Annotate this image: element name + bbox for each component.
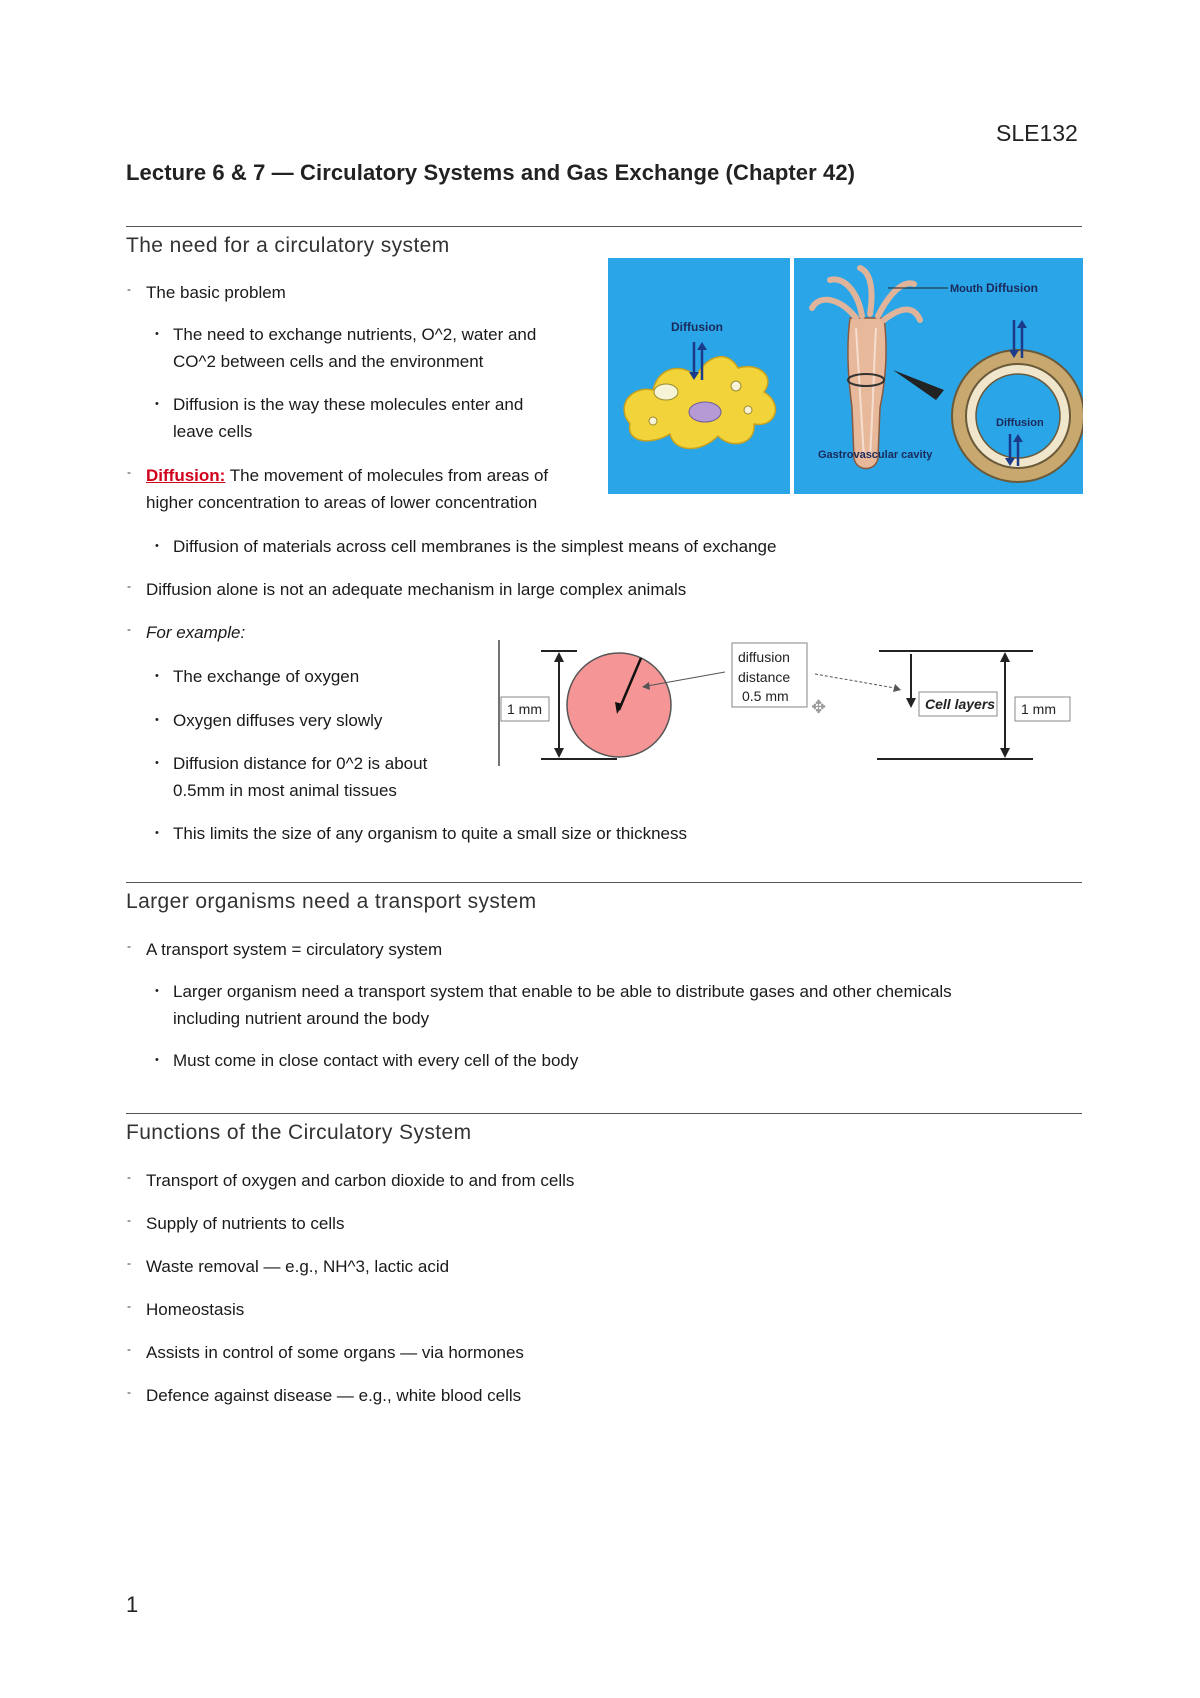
list-item: The need to exchange nutrients, O^2, water and [173,325,537,344]
list-item: The exchange of oxygen [173,667,360,686]
arrowhead [906,698,916,708]
course-code: SLE132 [996,120,1078,146]
list-item: Larger organism need a transport system that enable to be able to distribute gases and other chemicals [173,982,952,1001]
function-item: Assists in control of some organs — via hormones [146,1343,524,1362]
arrowhead [1000,748,1010,758]
list-item: Oxygen diffuses very slowly [173,711,383,730]
right-mm-label: 1 mm [1021,701,1056,717]
section-heading-functions: Functions of the Circulatory System [126,1121,472,1144]
list-item-continued: including nutrient around the body [173,1009,430,1028]
function-item: Homeostasis [146,1300,245,1319]
diffusion-distance-diagram [497,640,1082,770]
diffusion-illustration [608,258,1083,494]
list-item: This limits the size of any organism to quite a small size or thickness [173,824,687,843]
function-item: Transport of oxygen and carbon dioxide to and from cells [146,1171,575,1190]
amoeba-vacuole [731,381,741,391]
section-divider [126,226,1082,227]
arrowhead [554,748,564,758]
list-item-continued: leave cells [173,422,253,441]
list-item: Diffusion alone is not an adequate mechanism in large complex animals [146,580,687,599]
list-item: Diffusion distance for 0^2 is about [173,754,428,773]
cell-layers-label: Cell layers [925,696,996,712]
section-divider [126,1113,1082,1114]
box-line-1: diffusion [738,649,790,665]
dash-marker: - [127,1256,131,1270]
dash-marker: - [127,1342,131,1356]
top-diffusion-label: Diffusion [986,281,1038,295]
bullet-marker: • [155,757,159,769]
pointer-line [815,674,895,688]
page-number: 1 [126,1592,139,1617]
list-item: Diffusion is the way these molecules enter and [173,395,524,414]
bullet-marker: • [155,827,159,839]
bullet-marker: • [155,670,159,682]
section-heading-transport: Larger organisms need a transport system [126,890,537,913]
amoeba-vacuole [654,384,678,400]
section-heading-need: The need for a circulatory system [126,234,450,257]
arrowhead [893,684,901,692]
amoeba-vacuole [744,406,752,414]
bullet-marker: • [155,328,159,340]
bullet-marker: • [155,714,159,726]
diffusion-definition: The movement of molecules from areas of [225,466,549,485]
list-item: Must come in close contact with every cell of the body [173,1051,579,1070]
bullet-marker: • [155,985,159,997]
arrowhead [554,652,564,662]
arrowhead [1000,652,1010,662]
dash-marker: - [127,1299,131,1313]
diffusion-term: Diffusion: [146,466,226,485]
bullet-marker: • [155,540,159,552]
dash-marker: - [127,1213,131,1227]
function-item: Supply of nutrients to cells [146,1214,345,1233]
function-item: Defence against disease — e.g., white blood cells [146,1386,522,1405]
list-item-continued: higher concentration to areas of lower concentration [146,493,538,512]
dash-marker: - [127,939,131,953]
list-item: Diffusion of materials across cell membranes is the simplest means of exchange [173,537,777,556]
list-item: A transport system = circulatory system [146,940,443,959]
dash-marker: - [127,622,131,636]
gastrovascular-label: Gastrovascular cavity [818,449,933,461]
dash-marker: - [127,1170,131,1184]
bullet-marker: • [155,398,159,410]
box-line-2: distance [738,669,791,685]
ring-diffusion-label: Diffusion [996,417,1044,429]
dash-marker: - [127,579,131,593]
function-item: Waste removal — e.g., NH^3, lactic acid [146,1257,450,1276]
list-item: The basic problem [146,283,286,302]
list-item-continued: 0.5mm in most animal tissues [173,781,397,800]
left-mm-label: 1 mm [507,701,542,717]
list-item: For example: [146,623,246,642]
dash-marker: - [127,1385,131,1399]
mouth-label: Mouth [950,283,983,295]
amoeba-diffusion-label: Diffusion [671,320,723,334]
definition-diffusion [146,462,548,489]
list-item-continued: CO^2 between cells and the environment [173,352,484,371]
move-handle-icon: ✥ [811,697,827,718]
box-line-3: 0.5 mm [742,688,789,704]
page-title: Lecture 6 & 7 — Circulatory Systems and Gas Exchange (Chapter 42) [126,160,856,185]
dash-marker: - [127,282,131,296]
section-divider [126,882,1082,883]
amoeba-vacuole [649,417,657,425]
bullet-marker: • [155,1054,159,1066]
dash-marker: - [127,465,131,479]
amoeba-nucleus [689,402,721,422]
